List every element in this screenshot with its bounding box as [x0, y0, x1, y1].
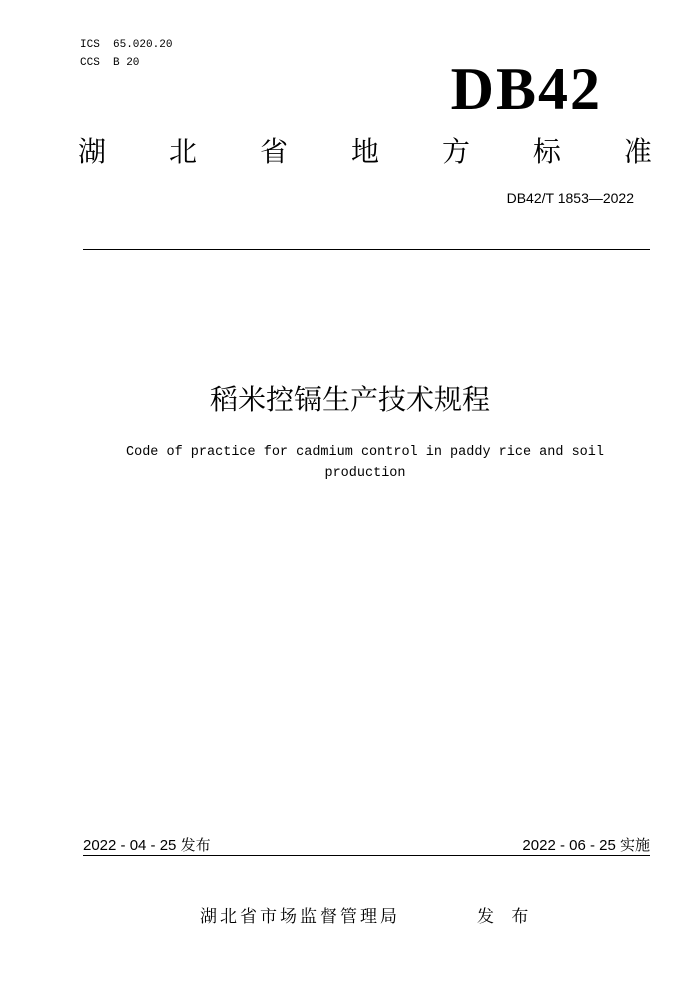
footer-divider — [83, 855, 650, 856]
standard-type-char: 北 — [168, 135, 197, 168]
issue-date: 2022 - 04 - 25 发布 — [83, 837, 211, 854]
ics-code: ICS 65.020.20 — [80, 39, 173, 51]
publish-label: 发 布 — [477, 907, 535, 927]
title-en-line: Code of practice for cadmium control in paddy rice and soil — [126, 445, 604, 460]
header-divider — [83, 249, 650, 250]
standard-type-char: 准 — [623, 135, 652, 168]
publisher: 湖北省市场监督管理局 — [200, 907, 400, 927]
ccs-code: CCS B 20 — [80, 57, 140, 69]
standard-type-char: 方 — [441, 135, 470, 168]
standard-type-char: 标 — [532, 135, 561, 168]
implementation-date: 2022 - 06 - 25 实施 — [522, 837, 650, 854]
standard-number: DB42/T 1853—2022 — [506, 190, 634, 206]
document-title-zh: 稻米控镉生产技术规程 — [209, 383, 490, 416]
standard-logo: DB42 — [450, 56, 602, 122]
standard-type-char: 省 — [259, 135, 288, 168]
standard-type-char: 湖 — [78, 135, 107, 168]
standard-type-title — [78, 134, 652, 170]
title-en-line: production — [324, 466, 406, 481]
standard-type-char: 地 — [350, 135, 379, 168]
document-title-en — [110, 442, 620, 484]
classification-codes — [80, 36, 172, 72]
